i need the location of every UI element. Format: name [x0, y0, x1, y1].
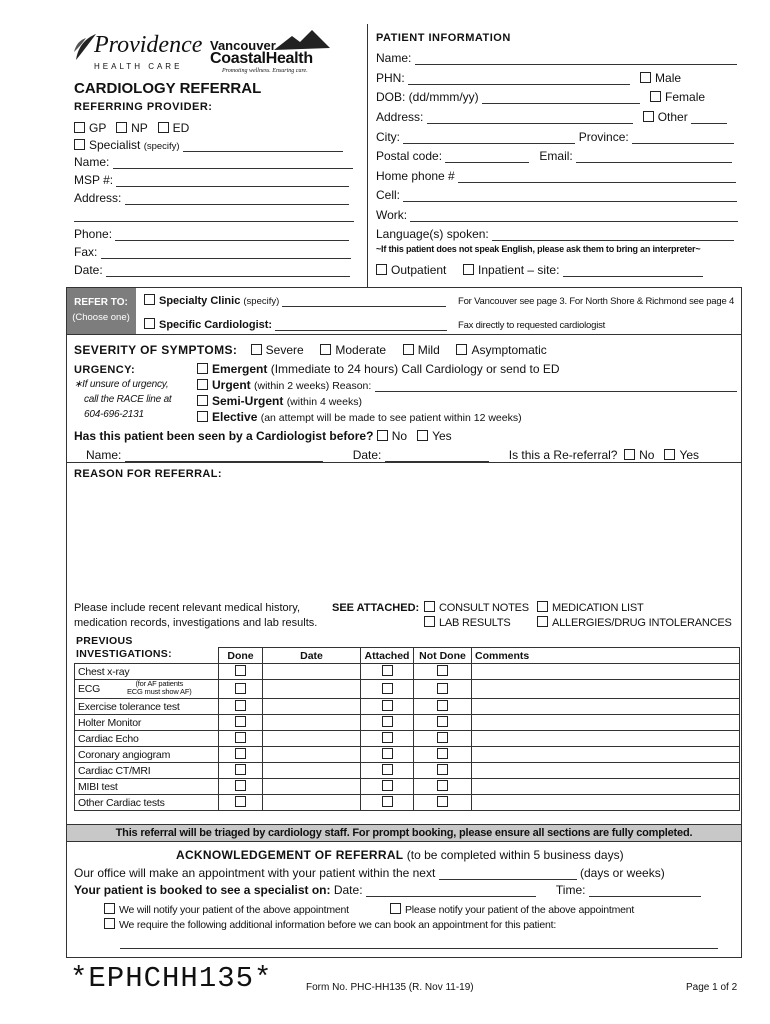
specialty-specify: (specify) [243, 296, 280, 307]
vch-line1: Vancouver [210, 38, 276, 53]
provider-date-field[interactable] [106, 265, 350, 277]
urgent-desc: (within 2 weeks) Reason: [254, 380, 372, 392]
attached-checkbox[interactable] [382, 700, 393, 711]
np-label: NP [131, 121, 148, 135]
see-attached-label: SEE ATTACHED: [332, 602, 420, 614]
seen-yes-checkbox[interactable] [417, 430, 428, 441]
done-checkbox[interactable] [235, 716, 246, 727]
seen-no-label: No [391, 429, 408, 443]
done-checkbox[interactable] [235, 700, 246, 711]
booked-time-field[interactable] [589, 885, 701, 897]
date-cell[interactable] [263, 731, 361, 747]
reason-heading: REASON FOR REFERRAL: [74, 468, 222, 480]
email-label: Email: [539, 149, 573, 163]
provider-date-label: Date: [74, 263, 103, 277]
specialty-clinic-field[interactable] [282, 295, 446, 307]
urgent-checkbox[interactable] [197, 379, 208, 390]
city-label: City: [376, 130, 400, 144]
provider-name-label: Name: [74, 155, 110, 169]
provider-address-line2[interactable] [74, 221, 354, 222]
lab-results-label: LAB RESULTS [439, 617, 511, 629]
inpatient-checkbox[interactable] [463, 264, 474, 275]
patient-section-border [367, 24, 368, 288]
cardiologist-note: Fax directly to requested cardiologist [458, 320, 606, 331]
vch-tagline: Promoting wellness. Ensuring care. [222, 68, 308, 74]
date-cell[interactable] [263, 795, 361, 811]
rereferral-label: Is this a Re-referral? [508, 448, 618, 462]
msp-label: MSP #: [74, 173, 114, 187]
seen-date-label: Date: [352, 448, 382, 462]
rereferral-yes-checkbox[interactable] [664, 449, 675, 460]
not-done-checkbox[interactable] [437, 683, 448, 694]
table-header-row [75, 648, 740, 664]
postal-field[interactable] [445, 151, 529, 163]
provider-address-field[interactable] [125, 193, 349, 205]
days-weeks-label: (days or weeks) [580, 866, 665, 880]
require-info-label: We require the following additional information before we can book an appointment for this patient: [119, 919, 557, 931]
investigations-table [74, 647, 740, 811]
patient-name-label: Name: [376, 51, 412, 65]
not-done-checkbox[interactable] [437, 764, 448, 775]
rereferral-no-label: No [639, 448, 655, 462]
seen-date-field[interactable] [385, 450, 489, 462]
not-done-checkbox[interactable] [437, 716, 448, 727]
specific-cardiologist-checkbox[interactable] [144, 318, 155, 329]
refer-to-label: REFER TO: [74, 297, 128, 308]
work-field[interactable] [410, 210, 738, 222]
table-row [75, 795, 740, 811]
city-field[interactable] [403, 132, 575, 144]
patient-address-label: Address: [376, 110, 424, 124]
booked-time-label: Time: [555, 883, 586, 897]
asymptomatic-checkbox[interactable] [456, 344, 467, 355]
done-checkbox[interactable] [235, 665, 246, 676]
date-cell[interactable] [263, 779, 361, 795]
specialist-row [74, 138, 343, 152]
seen-before-question: Has this patient been seen by a Cardiologist before? [74, 429, 374, 443]
specialist-specify: (specify) [143, 141, 180, 152]
cell-field[interactable] [403, 190, 737, 202]
provider-fax-label: Fax: [74, 245, 98, 259]
page-number: Page 1 of 2 [686, 982, 738, 993]
booked-label: Your patient is booked to see a specialist on: [74, 883, 331, 897]
severe-label: Severe [265, 343, 304, 357]
attached-checkbox[interactable] [382, 796, 393, 807]
consult-notes-label: CONSULT NOTES [439, 602, 529, 614]
ecg-note [127, 680, 192, 696]
cardiologist-name-label: Name: [86, 448, 122, 462]
provider-phone-field[interactable] [115, 229, 349, 241]
require-info-checkbox[interactable] [104, 918, 115, 929]
please-notify-label: Please notify your patient of the above appointment [405, 904, 635, 916]
attach-note2: medication records, investigations and lab results. [74, 617, 318, 629]
urgency-note1: ∗If unsure of urgency, [74, 379, 169, 390]
date-cell[interactable] [263, 699, 361, 715]
urgent-label: Urgent [212, 378, 251, 392]
table-row [75, 715, 740, 731]
severe-checkbox[interactable] [251, 344, 262, 355]
phn-field[interactable] [408, 73, 630, 85]
investigations-heading2: INVESTIGATIONS: [76, 648, 172, 660]
divider [66, 287, 742, 288]
triage-banner: This referral will be triaged by cardiology staff. For prompt booking, please ensure all sections are fully completed. [66, 824, 742, 842]
done-checkbox[interactable] [235, 764, 246, 775]
we-notify-checkbox[interactable] [104, 903, 115, 914]
providence-sub: HEALTH CARE [94, 62, 183, 71]
col-done: Done [219, 648, 263, 664]
table-row [75, 680, 740, 699]
comments-cell[interactable] [472, 763, 740, 779]
comments-cell[interactable] [472, 779, 740, 795]
specialist-field[interactable] [183, 140, 343, 152]
provider-fax-field[interactable] [101, 247, 351, 259]
not-done-checkbox[interactable] [437, 665, 448, 676]
ack-heading-note: (to be completed within 5 business days) [406, 848, 624, 862]
semi-urgent-desc: (within 4 weeks) [286, 396, 362, 408]
row-label: ECG [78, 683, 101, 695]
date-cell[interactable] [263, 747, 361, 763]
asymptomatic-label: Asymptomatic [471, 343, 547, 357]
done-checkbox[interactable] [235, 683, 246, 694]
specific-cardiologist-field[interactable] [275, 319, 447, 331]
medication-list-label: MEDICATION LIST [552, 602, 644, 614]
female-checkbox[interactable] [650, 91, 661, 102]
seen-no-checkbox[interactable] [377, 430, 388, 441]
specialty-clinic-label: Specialty Clinic [159, 295, 241, 307]
lab-results-checkbox[interactable] [424, 616, 435, 627]
inpatient-label: Inpatient – site: [478, 263, 560, 277]
comments-cell[interactable] [472, 664, 740, 680]
patient-address-field[interactable] [427, 112, 633, 124]
ecg-note1: (for AF patients [135, 679, 184, 688]
appt-within-field[interactable] [439, 868, 577, 880]
semi-urgent-checkbox[interactable] [197, 395, 208, 406]
attached-checkbox[interactable] [382, 732, 393, 743]
languages-label: Language(s) spoken: [376, 227, 489, 241]
gp-label: GP [89, 121, 107, 135]
email-field[interactable] [576, 151, 732, 163]
urgency-heading: URGENCY: [74, 364, 136, 376]
attached-checkbox[interactable] [382, 683, 393, 694]
refer-to-box [66, 288, 136, 334]
row-label: Cardiac CT/MRI [75, 763, 219, 779]
seen-yes-label: Yes [432, 429, 452, 443]
row-label: Exercise tolerance test [75, 699, 219, 715]
emergent-checkbox[interactable] [197, 363, 208, 374]
attached-checkbox[interactable] [382, 748, 393, 759]
providence-name: Providence [94, 32, 203, 58]
urgent-reason-field[interactable] [375, 380, 737, 392]
appt-line: Our office will make an appointment with your patient within the next [74, 866, 436, 880]
female-label: Female [665, 90, 706, 104]
date-cell[interactable] [263, 763, 361, 779]
attach-note1: Please include recent relevant medical history, [74, 602, 301, 614]
dob-label: DOB: (dd/mmm/yy) [376, 90, 479, 104]
allergies-label: ALLERGIES/DRUG INTOLERANCES [552, 617, 732, 629]
not-done-checkbox[interactable] [437, 748, 448, 759]
comments-cell[interactable] [472, 795, 740, 811]
comments-cell[interactable] [472, 715, 740, 731]
not-done-checkbox[interactable] [437, 780, 448, 791]
work-label: Work: [376, 208, 408, 222]
elective-checkbox[interactable] [197, 411, 208, 422]
mild-label: Mild [417, 343, 440, 357]
attached-checkbox[interactable] [382, 665, 393, 676]
mild-checkbox[interactable] [403, 344, 414, 355]
elective-label: Elective [212, 410, 258, 424]
done-checkbox[interactable] [235, 780, 246, 791]
divider [66, 287, 67, 824]
moderate-checkbox[interactable] [320, 344, 331, 355]
vch-line2: CoastalHealth [210, 50, 313, 67]
rereferral-no-checkbox[interactable] [624, 449, 635, 460]
not-done-checkbox[interactable] [437, 796, 448, 807]
phn-label: PHN: [376, 71, 405, 85]
inpatient-site-field[interactable] [563, 265, 703, 277]
languages-field[interactable] [492, 229, 734, 241]
urgency-note2: call the RACE line at [84, 394, 172, 405]
table-row [75, 731, 740, 747]
np-checkbox[interactable] [116, 122, 127, 133]
comments-cell[interactable] [472, 699, 740, 715]
other-field[interactable] [691, 112, 727, 124]
form-barcode-code: *EPHCHH135* [70, 962, 273, 995]
col-date: Date [263, 648, 361, 664]
semi-urgent-label: Semi-Urgent [212, 394, 284, 408]
specialty-clinic-checkbox[interactable] [144, 294, 155, 305]
comments-cell[interactable] [472, 680, 740, 699]
moderate-label: Moderate [335, 343, 387, 357]
elective-desc: (an attempt will be made to see patient within 12 weeks) [260, 412, 522, 424]
male-label: Male [655, 71, 682, 85]
msp-field[interactable] [116, 175, 349, 187]
specialist-checkbox[interactable] [74, 139, 85, 150]
province-label: Province: [578, 130, 629, 144]
outpatient-label: Outpatient [391, 263, 447, 277]
medication-list-checkbox[interactable] [537, 601, 548, 612]
emergent-desc: (Immediate to 24 hours) Call Cardiology or send to ED [270, 362, 560, 376]
provider-address-label: Address: [74, 191, 122, 205]
done-checkbox[interactable] [235, 748, 246, 759]
provider-type-row [74, 121, 189, 135]
province-field[interactable] [632, 132, 734, 144]
outpatient-checkbox[interactable] [376, 264, 387, 275]
allergies-checkbox[interactable] [537, 616, 548, 627]
ecg-note2: ECG must show AF) [127, 687, 192, 696]
attached-checkbox[interactable] [382, 764, 393, 775]
row-label: Holter Monitor [75, 715, 219, 731]
booked-date-label: Date: [333, 883, 363, 897]
date-cell[interactable] [263, 715, 361, 731]
specific-cardiologist-label: Specific Cardiologist: [159, 319, 273, 331]
divider [66, 334, 742, 335]
provider-name-field[interactable] [113, 157, 353, 169]
row-label: Other Cardiac tests [75, 795, 219, 811]
table-row [75, 664, 740, 680]
severity-heading: SEVERITY OF SYMPTOMS: [74, 343, 238, 357]
attached-checkbox[interactable] [382, 780, 393, 791]
divider [741, 287, 742, 824]
emergent-label: Emergent [212, 362, 268, 376]
table-row [75, 699, 740, 715]
referring-provider-heading: REFERRING PROVIDER: [74, 101, 213, 113]
gp-checkbox[interactable] [74, 122, 85, 133]
done-checkbox[interactable] [235, 732, 246, 743]
urgency-note3: 604-696-2131 [84, 409, 144, 420]
additional-info-field[interactable] [120, 948, 718, 949]
table-row [75, 763, 740, 779]
attached-checkbox[interactable] [382, 716, 393, 727]
reason-textarea[interactable] [72, 484, 736, 594]
investigations-heading1: PREVIOUS [76, 635, 133, 647]
col-not-done: Not Done [414, 648, 472, 664]
specialist-label: Specialist [89, 138, 141, 152]
provider-phone-label: Phone: [74, 227, 113, 241]
date-cell[interactable] [263, 680, 361, 699]
postal-label: Postal code: [376, 149, 443, 163]
rereferral-yes-label: Yes [679, 448, 700, 462]
interpreter-note: ~If this patient does not speak English, please ask them to bring an interpreter~ [376, 244, 701, 254]
male-checkbox[interactable] [640, 72, 651, 83]
mountain-icon [274, 30, 330, 50]
table-row [75, 747, 740, 763]
not-done-checkbox[interactable] [437, 700, 448, 711]
col-attached: Attached [361, 648, 414, 664]
cell-label: Cell: [376, 188, 401, 202]
home-phone-field[interactable] [458, 171, 736, 183]
cardiologist-name-field[interactable] [125, 450, 323, 462]
specialty-note: For Vancouver see page 3. For North Shore & Richmond see page 4 [458, 296, 735, 307]
date-cell[interactable] [263, 664, 361, 680]
patient-heading: PATIENT INFORMATION [376, 32, 511, 44]
consult-notes-checkbox[interactable] [424, 601, 435, 612]
col-comments: Comments [472, 648, 740, 664]
divider [66, 462, 742, 463]
we-notify-label: We will notify your patient of the above appointment [119, 904, 349, 916]
ack-heading: ACKNOWLEDGEMENT OF REFERRAL [176, 848, 404, 862]
done-checkbox[interactable] [235, 796, 246, 807]
row-label: MIBI test [75, 779, 219, 795]
not-done-checkbox[interactable] [437, 732, 448, 743]
row-label: Chest x-ray [75, 664, 219, 680]
home-phone-label: Home phone # [376, 169, 455, 183]
row-label: Cardiac Echo [75, 731, 219, 747]
form-title: CARDIOLOGY REFERRAL [74, 80, 262, 97]
row-label: Coronary angiogram [75, 747, 219, 763]
table-row [75, 779, 740, 795]
patient-name-field[interactable] [415, 53, 737, 65]
refer-to-choose: (Choose one) [72, 312, 130, 323]
other-label: Other [657, 110, 688, 124]
form-number: Form No. PHC-HH135 (R. Nov 11-19) [306, 982, 474, 993]
dob-field[interactable] [482, 92, 640, 104]
ed-label: ED [172, 121, 190, 135]
booked-date-field[interactable] [366, 885, 536, 897]
other-checkbox[interactable] [643, 111, 654, 122]
ed-checkbox[interactable] [158, 122, 169, 133]
comments-cell[interactable] [472, 747, 740, 763]
please-notify-checkbox[interactable] [390, 903, 401, 914]
comments-cell[interactable] [472, 731, 740, 747]
